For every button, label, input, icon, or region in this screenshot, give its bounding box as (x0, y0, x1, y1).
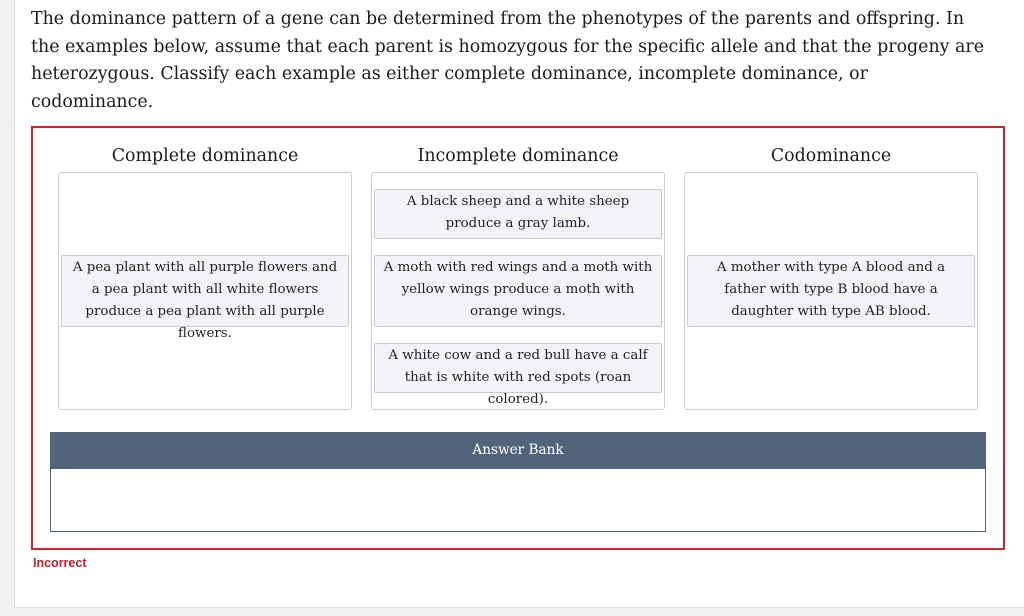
question-card (14, 0, 1024, 608)
answer-bank-dropzone[interactable] (50, 469, 986, 532)
bin-complete-dominance[interactable] (58, 172, 352, 410)
bin-codominance[interactable] (684, 172, 978, 410)
answer-tile[interactable]: A white cow and a red bull have a calf that is white with red spots (roan colored). (374, 343, 662, 393)
answer-tile[interactable]: A moth with red wings and a moth with yellow wings produce a moth with orange wings. (374, 255, 662, 327)
bin-incomplete-dominance[interactable] (371, 172, 665, 410)
status-message: Incorrect (33, 556, 87, 570)
answer-tile[interactable]: A pea plant with all purple flowers and a pea plant with all white flowers produce a pea plant with all purple flowers. (61, 255, 349, 327)
bin-heading-codominance: Codominance (770, 146, 892, 166)
bin-heading-incomplete-dominance: Incomplete dominance (417, 146, 619, 166)
answer-bank-header: Answer Bank (50, 432, 986, 469)
answer-tile[interactable]: A mother with type A blood and a father with type B blood have a daughter with type AB blood. (687, 255, 975, 327)
answer-tile[interactable]: A black sheep and a white sheep produce a gray lamb. (374, 189, 662, 239)
bin-heading-complete-dominance: Complete dominance (111, 146, 299, 166)
question-prompt: The dominance pattern of a gene can be determined from the phenotypes of the parents and offspring. In the examples below, assume that each parent is homozygous for the specific allele and that the progeny are heterozygous. Classify each example as either complete dominance, incomplete dominance, or codominance. (31, 9, 984, 112)
drag-drop-problem (31, 126, 1005, 550)
